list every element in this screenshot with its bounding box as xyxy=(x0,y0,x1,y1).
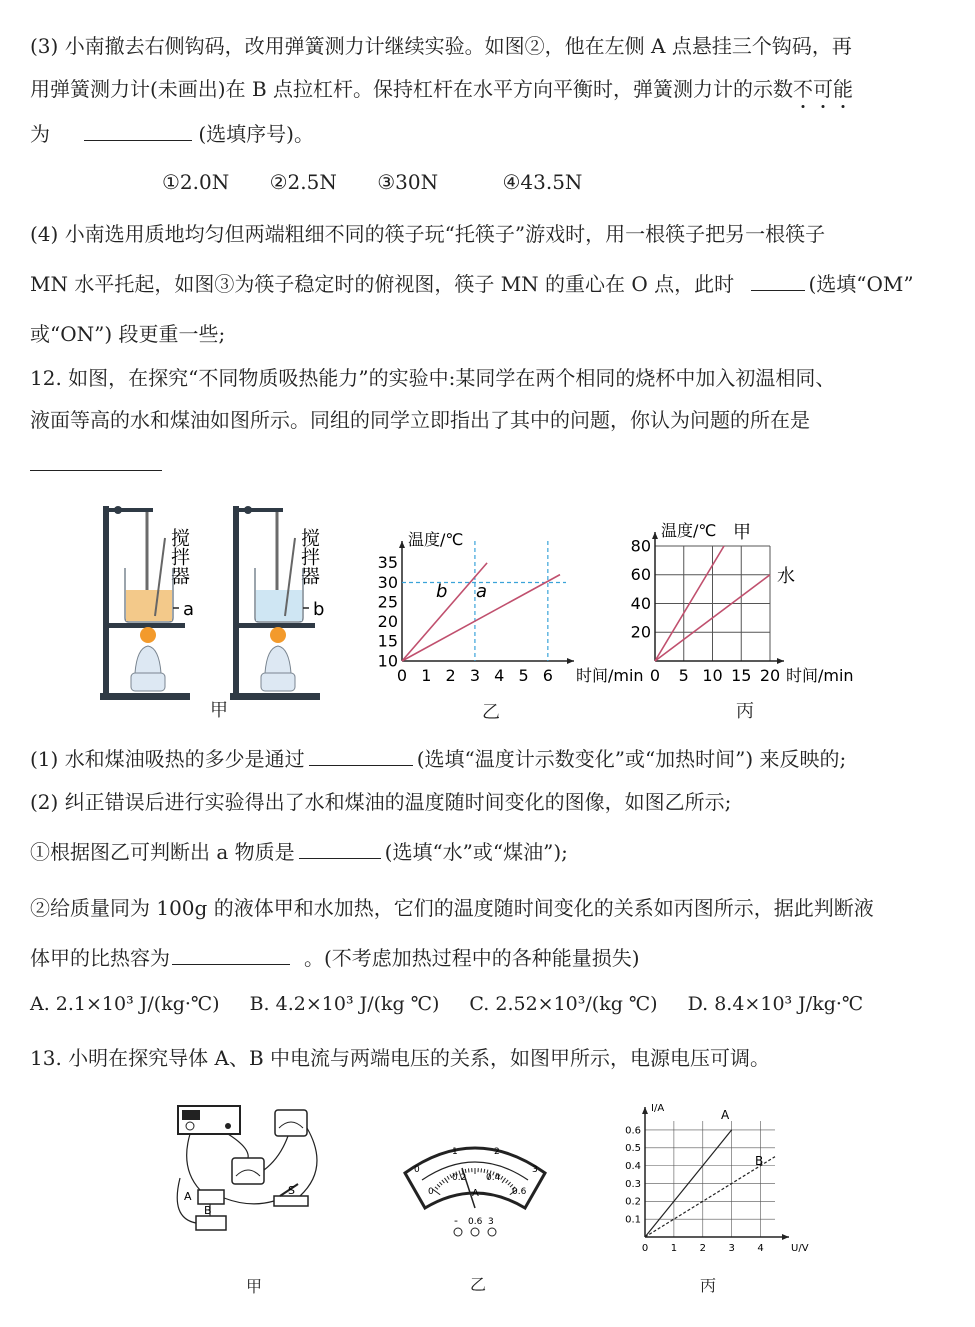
series-label-水: 水 xyxy=(777,566,795,587)
q11-part3-line3 xyxy=(30,118,314,147)
q11-part3-hint: (选填序号)。 xyxy=(198,122,314,146)
label-a: a xyxy=(183,599,195,620)
option-4: ④43.5N xyxy=(502,170,583,194)
q12-s2: (2) 纠正错误后进行实验得出了水和煤油的温度随时间变化的图像，如图乙所示; xyxy=(30,790,732,814)
answer-blank[interactable] xyxy=(309,747,413,766)
q13-fig-yi-caption: 乙 xyxy=(470,1275,487,1294)
y-axis-arrow xyxy=(642,1107,648,1114)
q12-fig-yi-caption: 乙 xyxy=(482,702,500,723)
q11-part3-line2-text: 用弹簧测力计(未画出)在 B 点拉杠杆。保持杠杆在水平方向平衡时，弹簧测力计的示数 xyxy=(30,77,794,101)
x-tick-label: 6 xyxy=(542,666,553,685)
q12-fig-jia-caption: 甲 xyxy=(210,700,228,721)
q12-line1: 12. 如图，在探究“不同物质吸热能力”的实验中:某同学在两个相同的烧杯中加入初温相同、 xyxy=(30,366,836,390)
q11-part3-wei: 为 xyxy=(30,122,50,146)
y-tick-label: 80 xyxy=(630,536,651,556)
x-tick-label: 1 xyxy=(421,666,432,685)
q12-s2-1-hint: (选填“水”或“煤油”); xyxy=(384,840,568,864)
x-tick-label: 2 xyxy=(445,666,456,685)
series-line-b xyxy=(402,563,487,661)
terminal-3: 3 xyxy=(488,1217,494,1227)
series-label-a: a xyxy=(476,581,488,602)
q13-fig-yi-ammeter xyxy=(400,1128,550,1248)
x-tick-label: 0 xyxy=(641,1243,649,1254)
choice-c: C. 2.52×10³/(kg ℃) xyxy=(469,993,658,1015)
emphasis-char: 能 xyxy=(833,77,854,101)
y-axis-label: I/A xyxy=(651,1103,665,1114)
y-tick-label: 0.1 xyxy=(625,1214,641,1226)
q13-line1: 13. 小明在探究导体 A、B 中电流与两端电压的关系，如图甲所示，电源电压可调。 xyxy=(30,1046,771,1070)
q13-fig-bing-caption: 丙 xyxy=(700,1276,717,1295)
y-tick-label: 30 xyxy=(377,572,398,592)
q12-s2-1-text: ①根据图乙可判断出 a 物质是 xyxy=(30,840,295,864)
unit-label: A xyxy=(472,1188,479,1199)
q12-s2-2-line2 xyxy=(30,942,640,971)
y-axis-label: 温度/℃ xyxy=(661,521,717,540)
q11-part3-line1: (3) 小南撤去右侧钩码，改用弹簧测力计继续实验。如图②，他在左侧 A 点悬挂三个钩码，再 xyxy=(30,34,852,58)
x-axis-arrow xyxy=(782,1234,789,1240)
x-tick-label: 20 xyxy=(759,666,781,685)
y-tick-label: 35 xyxy=(377,553,398,573)
answer-blank[interactable] xyxy=(30,452,162,471)
q12-s1 xyxy=(30,743,846,772)
option-1: ①2.0N xyxy=(162,170,230,194)
option-3: ③30N xyxy=(377,170,439,194)
x-tick-label: 3 xyxy=(469,666,481,685)
q12-s2-1 xyxy=(30,836,568,865)
bottom-scale-1: 0.2 xyxy=(452,1173,467,1183)
x-tick-label: 15 xyxy=(731,666,752,685)
y-axis-arrow xyxy=(399,541,405,548)
x-axis-label: 时间/min xyxy=(786,666,854,685)
circuit-label-a: A xyxy=(184,1190,192,1203)
series-line-B xyxy=(645,1157,775,1237)
circuit-label-b: B xyxy=(204,1204,212,1217)
terminal-06: 0.6 xyxy=(468,1217,483,1227)
x-tick-label: 0 xyxy=(649,666,661,685)
y-tick-label: 60 xyxy=(630,565,651,585)
choice-d: D. 8.4×10³ J/kg·℃ xyxy=(687,993,864,1015)
x-tick-label: 2 xyxy=(699,1243,706,1254)
x-tick-label: 5 xyxy=(678,666,689,685)
q12-answer-line xyxy=(30,452,162,476)
x-tick-label: 4 xyxy=(494,666,505,685)
answer-blank[interactable] xyxy=(84,122,192,141)
q11-part4-line2 xyxy=(30,268,914,297)
x-tick-label: 4 xyxy=(757,1243,764,1254)
label-b: b xyxy=(313,599,325,620)
y-axis-label: 温度/℃ xyxy=(408,530,464,549)
y-tick-label: 0.6 xyxy=(625,1125,641,1137)
q11-part4-line3: 或“ON”) 段更重一些; xyxy=(30,322,226,346)
series-label-A: A xyxy=(721,1108,730,1122)
q11-part4-hint: (选填“OM” xyxy=(808,272,914,296)
y-tick-label: 20 xyxy=(377,612,398,632)
y-tick-label: 20 xyxy=(630,622,651,642)
top-scale-3: 3 xyxy=(532,1165,538,1175)
y-tick-label: 0.2 xyxy=(625,1196,641,1208)
top-scale-0: 0 xyxy=(414,1165,420,1175)
y-tick-label: 0.4 xyxy=(625,1160,641,1172)
x-axis-label: 时间/min xyxy=(576,666,644,685)
y-tick-label: 10 xyxy=(377,651,398,671)
series-label-b: b xyxy=(436,581,448,602)
bottom-scale-0: 0 xyxy=(428,1187,434,1197)
q12-s2-2-line1: ②给质量同为 100g 的液体甲和水加热，它们的温度随时间变化的关系如丙图所示，据此判断液 xyxy=(30,896,874,920)
answer-blank[interactable] xyxy=(172,946,290,965)
q11-options xyxy=(162,170,616,194)
y-tick-label: 25 xyxy=(377,592,398,612)
terminal-minus: - xyxy=(454,1214,458,1227)
q13-fig-bing-chart xyxy=(615,1095,809,1260)
choice-a: A. 2.1×10³ J/(kg·℃) xyxy=(30,993,220,1015)
series-label-甲: 甲 xyxy=(733,522,751,543)
q11-part3-line2 xyxy=(30,73,853,102)
stir-label-left: 搅拌器 xyxy=(168,528,190,585)
top-scale-2: 2 xyxy=(494,1147,500,1157)
q12-s2-2-text: 体甲的比热容为 xyxy=(30,946,170,970)
bottom-scale-2: 0.4 xyxy=(486,1173,501,1183)
scale-tick xyxy=(468,1168,469,1172)
q13-fig-jia-caption: 甲 xyxy=(246,1277,263,1296)
series-label-B: B xyxy=(755,1154,764,1168)
choice-b: B. 4.2×10³ J/(kg ℃) xyxy=(249,993,440,1015)
scale-tick xyxy=(481,1168,482,1172)
q12-s1-hint: (选填“温度计示数变化”或“加热时间”) 来反映的; xyxy=(416,747,847,771)
answer-blank[interactable] xyxy=(751,272,805,291)
x-tick-label: 5 xyxy=(518,666,529,685)
y-tick-label: 15 xyxy=(377,631,398,651)
x-axis-label: U/V xyxy=(791,1243,809,1254)
q12-fig-bing-caption: 丙 xyxy=(736,701,754,722)
y-tick-label: 40 xyxy=(630,593,651,613)
circuit-label-s: S xyxy=(288,1184,295,1197)
emphasis-char: 不 xyxy=(793,77,814,101)
x-tick-label: 0 xyxy=(396,666,408,685)
x-tick-label: 10 xyxy=(702,666,723,685)
q12-choices xyxy=(30,993,863,1015)
option-2: ②2.5N xyxy=(269,170,337,194)
q12-fig-jia-apparatus xyxy=(95,498,355,723)
answer-blank[interactable] xyxy=(299,840,381,859)
bottom-scale-3: 0.6 xyxy=(512,1187,527,1197)
q11-part4-line2-text: MN 水平托起，如图③为筷子稳定时的俯视图，筷子 MN 的重心在 O 点，此时 xyxy=(30,272,735,296)
x-tick-label: 1 xyxy=(670,1243,678,1254)
x-axis-arrow xyxy=(777,658,784,664)
y-tick-label: 0.5 xyxy=(625,1143,641,1155)
q11-part4-line1: (4) 小南选用质地均匀但两端粗细不同的筷子玩“托筷子”游戏时，用一根筷子把另一根筷子 xyxy=(30,222,826,246)
top-scale-1: 1 xyxy=(452,1147,458,1157)
x-tick-label: 3 xyxy=(728,1243,735,1254)
q12-line2: 液面等高的水和煤油如图所示。同组的同学立即指出了其中的问题，你认为问题的所在是 xyxy=(30,408,810,432)
y-tick-label: 0.3 xyxy=(625,1178,641,1190)
stir-label-right: 搅拌器 xyxy=(298,528,320,585)
y-axis-arrow xyxy=(652,532,658,539)
q12-s2-2-hint: 。(不考虑加热过程中的各种能量损失) xyxy=(304,946,640,970)
q12-fig-bing-chart xyxy=(625,498,875,693)
q12-s1-text: (1) 水和煤油吸热的多少是通过 xyxy=(30,747,305,771)
emphasis-char: 可 xyxy=(813,77,834,101)
q13-fig-jia-circuit xyxy=(170,1098,330,1248)
x-axis-arrow xyxy=(567,658,574,664)
